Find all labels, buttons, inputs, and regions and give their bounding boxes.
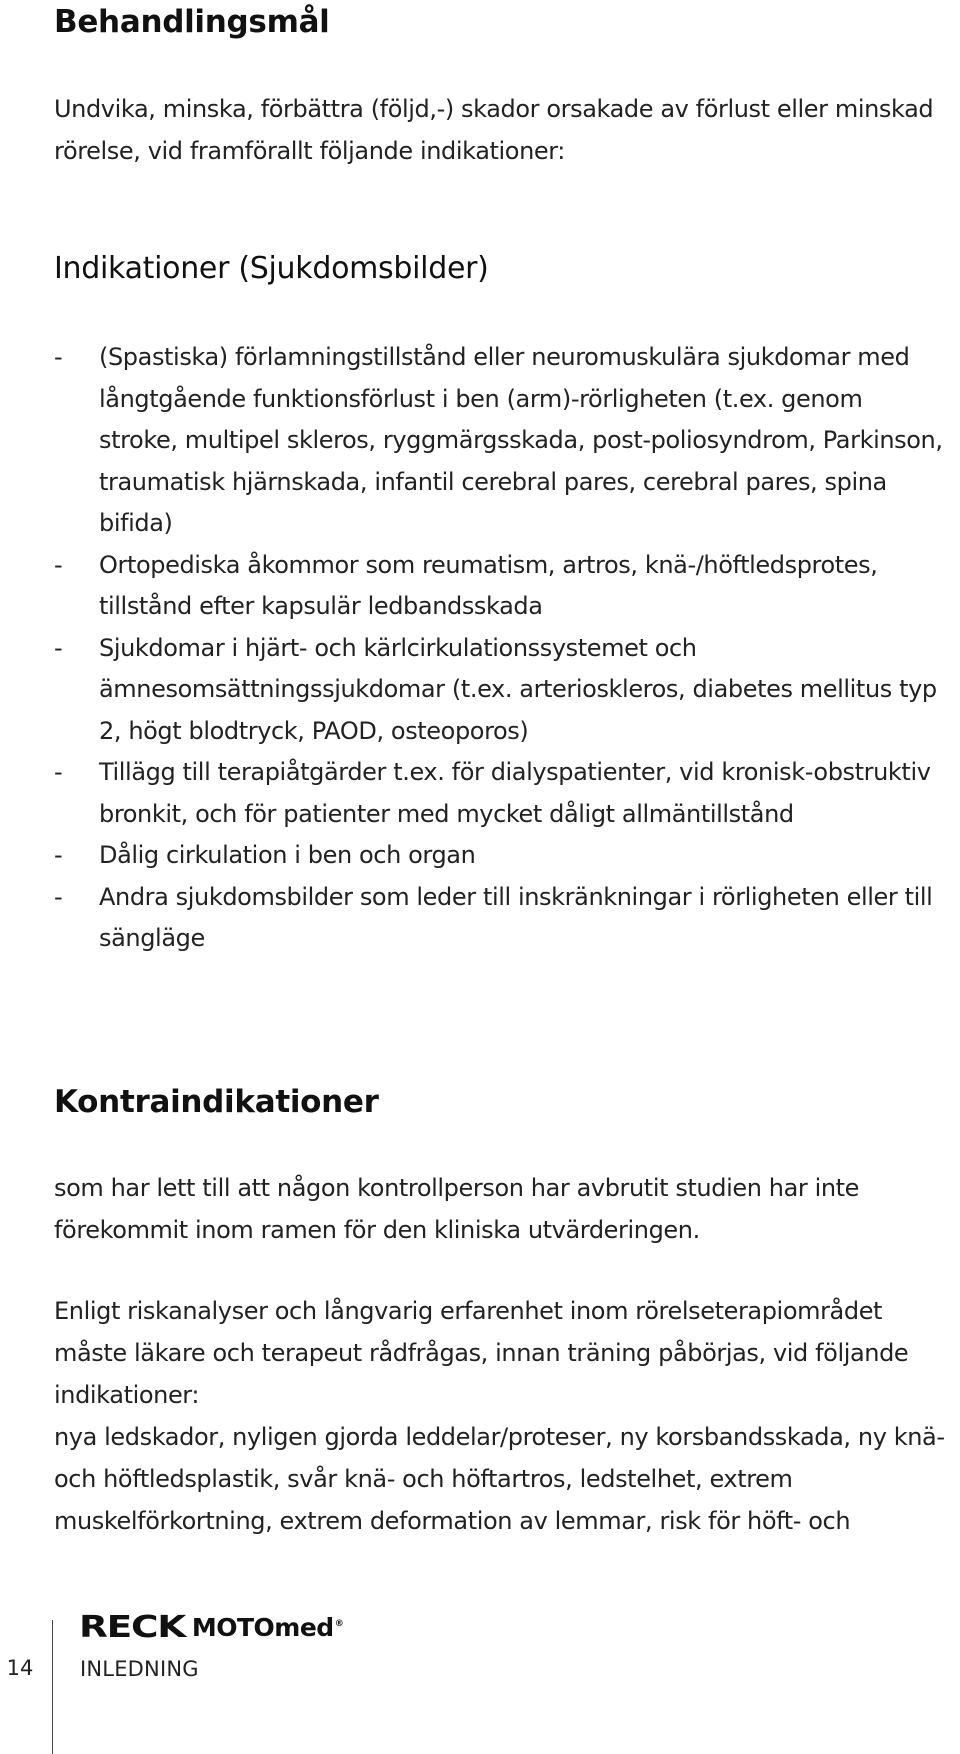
list-bullet: - bbox=[54, 758, 63, 786]
list-item-text: (Spastiska) förlamningstillstånd eller neuromuskulära sjukdomar med långtgående funktionsförlust i ben (arm)-rörligheten (t.ex. genom stroke, multipel skleros, ryggmärgsskada, post-poliosyndrom, Parkinson, traumatisk hjärnskada, infantil cerebral pares, cerebral pares, spina bifida) bbox=[99, 343, 943, 537]
list-bullet: - bbox=[54, 633, 63, 662]
list-item bbox=[54, 752, 944, 835]
contraindications-heading: Kontraindikationer bbox=[54, 1084, 379, 1120]
list-bullet: - bbox=[54, 343, 63, 371]
list-item bbox=[54, 877, 944, 960]
list-item bbox=[54, 337, 944, 545]
risk-indications-text: nya ledskador, nyligen gjorda leddelar/proteser, ny korsbandsskada, ny knä- och höftledsplastik, svår knä- och höftartros, ledstelhet, extrem muskelförkortning, extrem deformation av lemmar, risk för höft- och bbox=[54, 1423, 945, 1535]
list-bullet: - bbox=[54, 550, 63, 579]
list-item bbox=[54, 545, 944, 628]
list-item-text: Dålig cirkulation i ben och organ bbox=[99, 841, 476, 869]
list-item-text: Sjukdomar i hjärt- och kärlcirkulationssystemet och ämnesomsättningssjukdomar (t.ex. arterioskleros, diabetes mellitus typ 2, högt blodtryck, PAOD, osteoporos) bbox=[99, 633, 937, 745]
list-item-text: Andra sjukdomsbilder som leder till inskränkningar i rörligheten eller till sängläge bbox=[99, 882, 933, 952]
brand-logo bbox=[79, 1609, 344, 1645]
motomed-logo-text bbox=[192, 1613, 343, 1642]
registered-mark: ® bbox=[334, 1619, 344, 1630]
list-item bbox=[54, 835, 944, 877]
motomed-name: MOTOmed bbox=[191, 1612, 334, 1642]
risk-analysis-block bbox=[54, 1290, 954, 1542]
list-item-text: Ortopediska åkommor som reumatism, artros, knä-/höftledsprotes, tillstånd efter kapsulär ledbandsskada bbox=[99, 550, 878, 620]
list-item-text: Tillägg till terapiåtgärder t.ex. för dialyspatienter, vid kronisk-obstruktiv bronkit, och för patienter med mycket dåligt allmäntillstånd bbox=[99, 758, 931, 828]
goals-text: Undvika, minska, förbättra (följd,-) skador orsakade av förlust eller minskad rörelse, vid framförallt följande indikationer: bbox=[54, 95, 934, 165]
page-number: 14 bbox=[6, 1656, 34, 1680]
footer-divider bbox=[52, 1620, 53, 1754]
contraindications-text: som har lett till att någon kontrollperson har avbrutit studien har inte förekommit inom ramen för den kliniska utvärderingen. bbox=[54, 1174, 860, 1244]
list-bullet: - bbox=[54, 882, 63, 911]
indications-list bbox=[54, 337, 944, 960]
list-item bbox=[54, 628, 944, 753]
indications-heading: Indikationer (Sjukdomsbilder) bbox=[54, 251, 489, 286]
risk-analysis-text: Enligt riskanalyser och långvarig erfarenhet inom rörelseterapiområdet måste läkare och terapeut rådfrågas, innan träning påbörjas, vid följande indikationer: bbox=[54, 1297, 909, 1409]
list-bullet: - bbox=[54, 841, 63, 869]
goals-heading: Behandlingsmål bbox=[54, 4, 330, 40]
section-label: INLEDNING bbox=[80, 1657, 199, 1681]
reck-logo-text: RECK bbox=[79, 1609, 186, 1645]
